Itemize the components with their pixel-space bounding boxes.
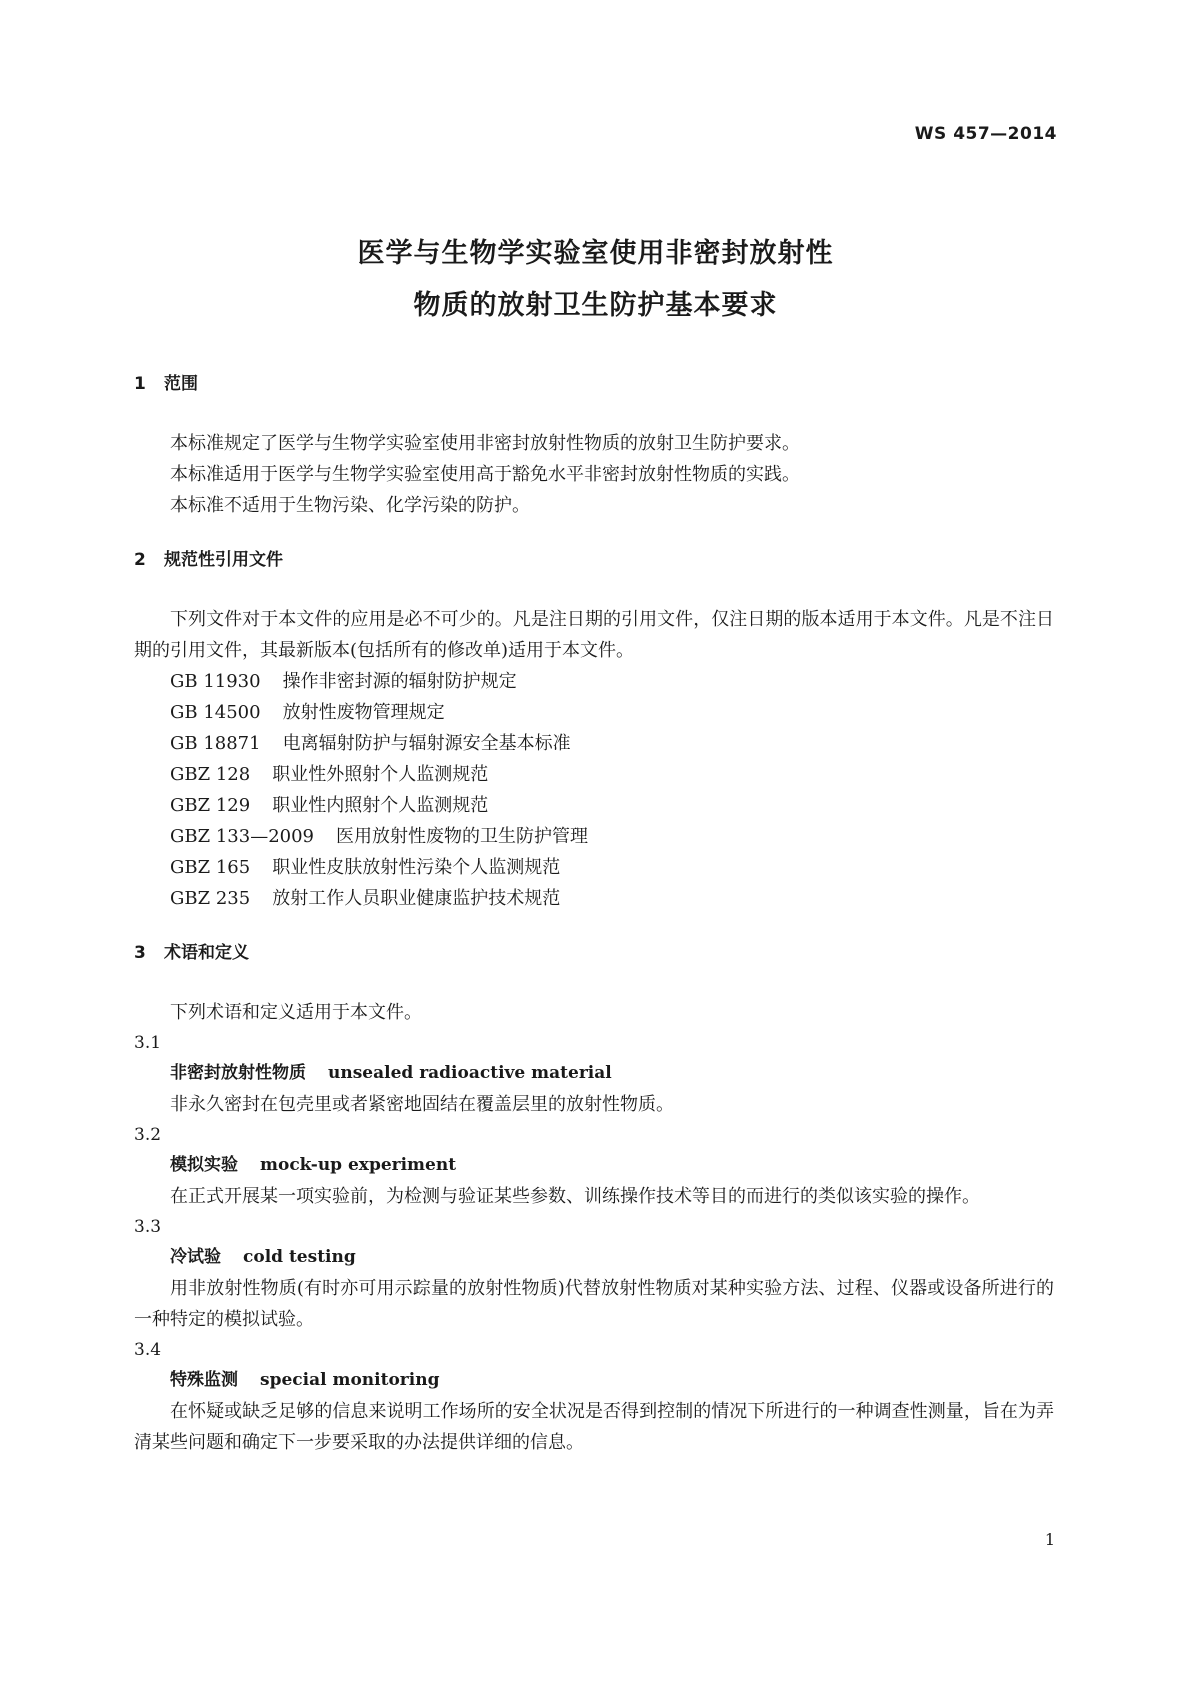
term-number: 3.4	[134, 1340, 162, 1360]
reference-code: GB 18871	[170, 733, 261, 754]
page-number: 1	[1044, 1530, 1055, 1549]
document-code: WS 457—2014	[914, 124, 1057, 144]
term-definition: 用非放射性物质(有时亦可用示踪量的放射性物质)代替放射性物质对某种实验方法、过程、仪器或设备所进行的一种特定的模拟试验。	[134, 1278, 1054, 1330]
paragraph: 本标准不适用于生物污染、化学污染的防护。	[170, 495, 530, 516]
term-english: unsealed radioactive material	[328, 1063, 612, 1083]
document-body	[134, 370, 1054, 1458]
reference-code: GBZ 133—2009	[170, 826, 314, 847]
reference-item	[134, 697, 1054, 728]
term-definition: 在怀疑或缺乏足够的信息来说明工作场所的安全状况是否得到控制的情况下所进行的一种调查性测量，旨在为弄清某些问题和确定下一步要采取的办法提供详细的信息。	[134, 1401, 1054, 1453]
term-english: cold testing	[243, 1247, 356, 1267]
term-chinese: 模拟实验	[170, 1155, 238, 1175]
term-number: 3.2	[134, 1125, 162, 1145]
reference-code: GB 14500	[170, 702, 261, 723]
term-chinese: 非密封放射性物质	[170, 1063, 306, 1083]
reference-code: GBZ 128	[170, 764, 251, 785]
reference-title: 职业性外照射个人监测规范	[272, 764, 489, 785]
reference-item	[134, 821, 1054, 852]
reference-code: GBZ 235	[170, 888, 251, 909]
reference-title: 放射性废物管理规定	[282, 702, 445, 723]
term-number: 3.1	[134, 1033, 162, 1053]
section-number: 2	[134, 550, 146, 570]
reference-code: GBZ 165	[170, 857, 251, 878]
paragraph: 本标准规定了医学与生物学实验室使用非密封放射性物质的放射卫生防护要求。	[170, 433, 800, 454]
term-english: special monitoring	[260, 1370, 440, 1390]
term-chinese: 特殊监测	[170, 1370, 238, 1390]
reference-title: 职业性皮肤放射性污染个人监测规范	[272, 857, 561, 878]
reference-item	[134, 883, 1054, 914]
section-3-heading	[134, 939, 1054, 967]
term-title	[134, 1058, 1054, 1089]
reference-title: 放射工作人员职业健康监护技术规范	[272, 888, 561, 909]
section-title: 规范性引用文件	[164, 550, 283, 570]
reference-code: GB 11930	[170, 671, 261, 692]
section-1-heading	[134, 370, 1054, 398]
reference-title: 医用放射性废物的卫生防护管理	[336, 826, 588, 847]
paragraph: 本标准适用于医学与生物学实验室使用高于豁免水平非密封放射性物质的实践。	[170, 464, 800, 485]
reference-item	[134, 666, 1054, 697]
term-title	[134, 1365, 1054, 1396]
section-3-intro: 下列术语和定义适用于本文件。	[170, 1002, 422, 1023]
title-line-2: 物质的放射卫生防护基本要求	[413, 290, 778, 321]
reference-title: 操作非密封源的辐射防护规定	[282, 671, 517, 692]
reference-item	[134, 852, 1054, 883]
reference-title: 职业性内照射个人监测规范	[272, 795, 489, 816]
term-number: 3.3	[134, 1217, 162, 1237]
section-2-heading	[134, 546, 1054, 574]
reference-title: 电离辐射防护与辐射源安全基本标准	[282, 733, 571, 754]
reference-item	[134, 790, 1054, 821]
term-definition: 非永久密封在包壳里或者紧密地固结在覆盖层里的放射性物质。	[170, 1094, 674, 1115]
section-2-intro: 下列文件对于本文件的应用是必不可少的。凡是注日期的引用文件，仅注日期的版本适用于本文件。凡是不注日期的引用文件，其最新版本(包括所有的修改单)适用于本文件。	[134, 609, 1054, 661]
section-title: 术语和定义	[164, 943, 249, 963]
reference-item	[134, 759, 1054, 790]
reference-code: GBZ 129	[170, 795, 251, 816]
section-number: 3	[134, 943, 146, 963]
section-title: 范围	[164, 374, 198, 394]
term-title	[134, 1242, 1054, 1273]
term-definition: 在正式开展某一项实验前，为检测与验证某些参数、训练操作技术等目的而进行的类似该实验的操作。	[170, 1186, 980, 1207]
reference-item	[134, 728, 1054, 759]
term-chinese: 冷试验	[170, 1247, 221, 1267]
term-english: mock-up experiment	[260, 1155, 457, 1175]
term-title	[134, 1150, 1054, 1181]
section-number: 1	[134, 374, 146, 394]
title-line-1: 医学与生物学实验室使用非密封放射性	[357, 238, 834, 269]
document-title	[0, 228, 1191, 332]
